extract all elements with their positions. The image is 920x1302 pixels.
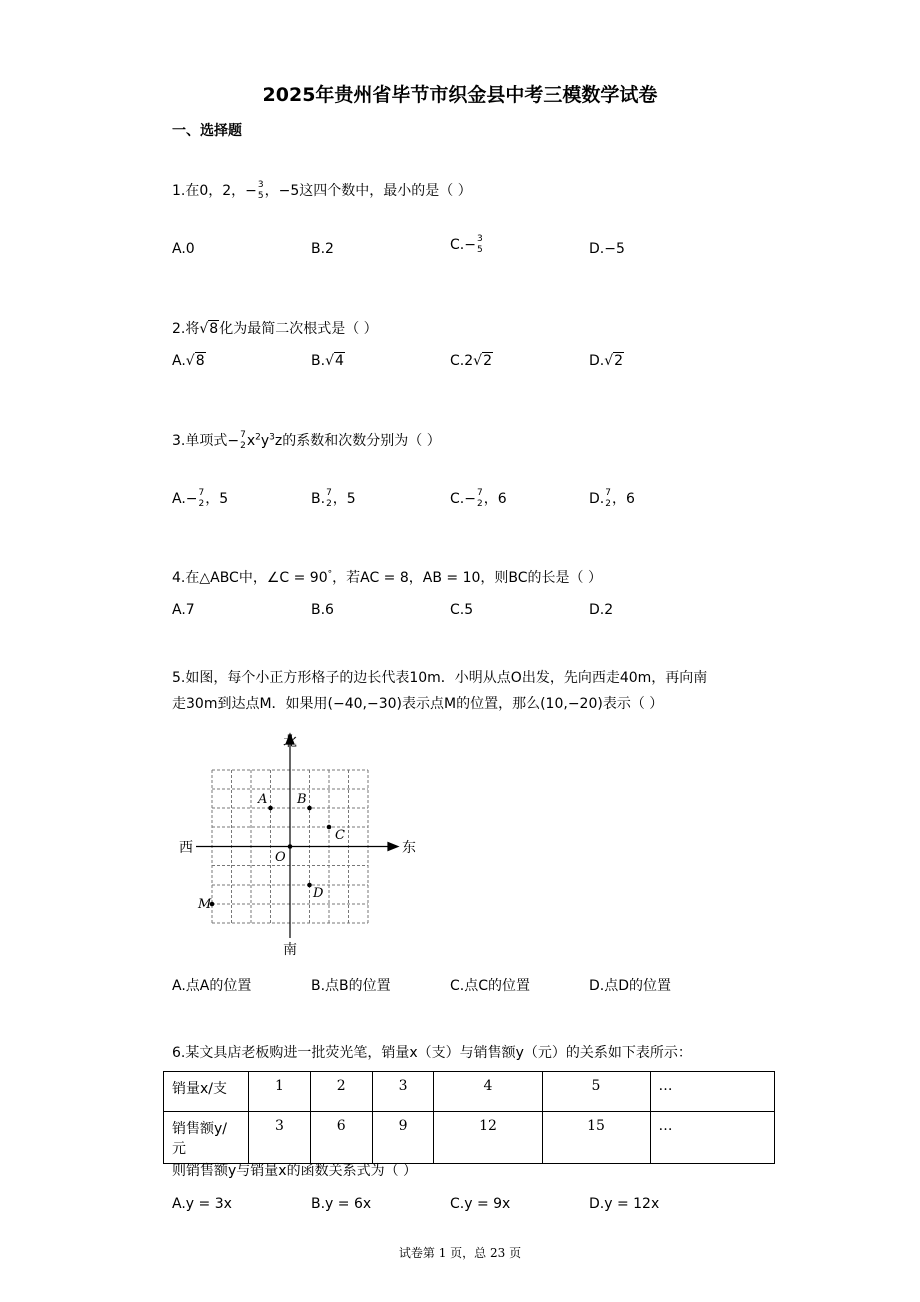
label-b: B: [297, 792, 307, 807]
q3-option-c: C.− 7 2 ，6: [450, 488, 507, 509]
question-5-line-2: 走30m到达点M．如果用(−40,−30)表示点M的位置，那么(10,−20)表示（ ）: [172, 696, 664, 712]
table-cell: 9: [372, 1112, 434, 1164]
point-b: [307, 806, 312, 811]
q5-option-d: D.点D的位置: [589, 978, 672, 994]
table-cell: 5: [542, 1072, 650, 1112]
q5-option-a: A.点A的位置: [172, 978, 252, 994]
table-cell: …: [650, 1072, 774, 1112]
table-cell: 2: [310, 1072, 372, 1112]
q1-option-a: A.0: [172, 241, 195, 257]
q6-option-d: D.y = 12x: [589, 1196, 660, 1212]
q5-option-b: B.点B的位置: [311, 978, 391, 994]
question-4-stem: 4.在△ABC中，∠C = 90°，若AC = 8，AB = 10，则BC的长是（ ）: [172, 569, 602, 586]
question-6-followup: 则销售额y与销量x的函数关系式为（ ）: [172, 1163, 418, 1179]
q5-option-c: C.点C的位置: [450, 978, 531, 994]
table-cell: 3: [249, 1112, 311, 1164]
q3-option-a: A.− 7 2 ，5: [172, 488, 229, 509]
page-title: 2025年贵州省毕节市织金县中考三模数学试卷: [262, 84, 658, 106]
fraction: 3 5: [257, 180, 264, 201]
table-cell: 12: [434, 1112, 542, 1164]
q6-option-c: C.y = 9x: [450, 1196, 511, 1212]
label-o: O: [275, 850, 286, 865]
label-a: A: [258, 792, 268, 807]
east-arrow-icon: [388, 843, 398, 851]
q6-option-b: B.y = 6x: [311, 1196, 372, 1212]
point-c: [327, 825, 332, 830]
point-o: [288, 844, 293, 849]
q2-option-c: C.2√2: [450, 353, 492, 369]
table-cell: 4: [434, 1072, 542, 1112]
q4-option-d: D.2: [589, 602, 614, 618]
q6-option-a: A.y = 3x: [172, 1196, 232, 1212]
north-label: 北: [283, 734, 297, 750]
q3-option-b: B. 7 2 ，5: [311, 488, 356, 509]
q3-option-d: D. 7 2 ，6: [589, 488, 635, 509]
section-heading: 一、选择题: [172, 123, 242, 139]
question-6-stem: 6.某文具店老板购进一批荧光笔，销量x（支）与销售额y（元）的关系如下表所示：: [172, 1045, 692, 1061]
label-d: D: [313, 886, 324, 901]
question-5-line-1: 5.如图，每个小正方形格子的边长代表10m．小明从点O出发，先向西走40m，再向南: [172, 670, 708, 686]
q4-option-b: B.6: [311, 602, 334, 618]
point-a: [268, 806, 273, 811]
east-label: 东: [402, 840, 416, 856]
table-header-cell: 销售额y/ 元: [164, 1112, 249, 1164]
table-cell: 15: [542, 1112, 650, 1164]
q4-option-c: C.5: [450, 602, 474, 618]
table-row: [164, 1112, 775, 1164]
table-cell: …: [650, 1112, 774, 1164]
table-cell: 6: [310, 1112, 372, 1164]
q1-option-d: D.−5: [589, 241, 625, 257]
q4-option-a: A.7: [172, 602, 195, 618]
table-cell: 1: [249, 1072, 311, 1112]
q1-option-c: C.− 3 5: [450, 234, 483, 255]
west-label: 西: [179, 840, 193, 856]
q2-option-b: B.√4: [311, 353, 344, 369]
point-d: [307, 883, 312, 888]
table-row: [164, 1072, 775, 1112]
value-table: [163, 1071, 775, 1164]
table-header-cell: 销量x/支: [164, 1072, 249, 1112]
q2-option-d: D.√2: [589, 353, 624, 369]
question-2-stem: 2.将√8化为最简二次根式是（ ）: [172, 321, 378, 337]
page-footer: 试卷第 1 页，总 23 页: [398, 1246, 522, 1260]
coordinate-grid-figure: [170, 728, 430, 960]
label-c: C: [335, 828, 345, 843]
q1-option-b: B.2: [311, 241, 334, 257]
label-m: M: [198, 897, 212, 912]
question-1-stem: 1.在0，2，− 3 5 ，−5这四个数中，最小的是（ ）: [172, 180, 472, 201]
table-cell: 3: [372, 1072, 434, 1112]
south-label: 南: [283, 942, 297, 958]
question-3-stem: 3.单项式− 7 2 $x^2y^3z$的系数和次数分别为（ ）: [172, 430, 441, 451]
q2-option-a: A.√8: [172, 353, 205, 369]
